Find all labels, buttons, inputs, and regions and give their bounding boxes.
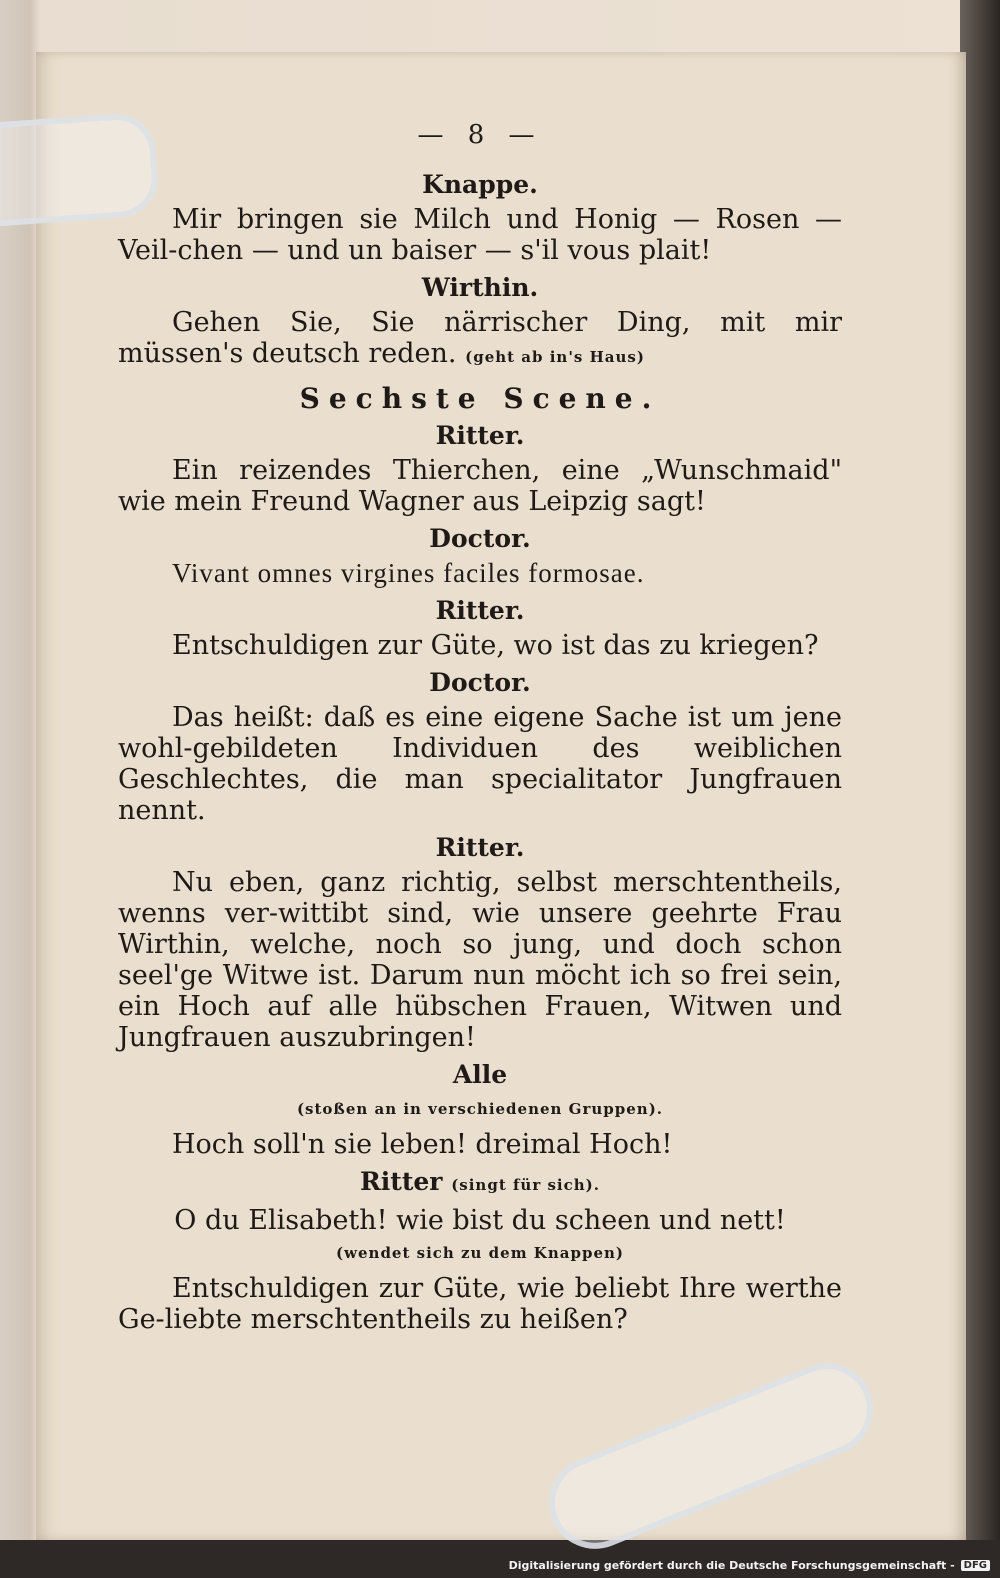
page-text <box>118 120 842 1337</box>
dialogue-paragraph <box>118 307 842 373</box>
dialogue-text: Hoch soll'n sie leben! dreimal Hoch! <box>172 1129 673 1160</box>
dfg-logo-icon: DFG <box>961 1560 990 1571</box>
dialogue-text: Entschuldigen zur Güte, wo ist das zu kriegen? <box>172 630 819 661</box>
stage-direction: (singt für sich). <box>451 1176 600 1194</box>
scene-heading: Sechste Scene. <box>299 382 661 415</box>
stage-direction: (wendet sich zu dem Knappen) <box>335 1244 624 1262</box>
funding-footer <box>509 1559 990 1572</box>
dialogue-text: Vivant omnes virgines faciles formosae. <box>172 558 645 588</box>
page-number: — 8 — <box>417 120 543 150</box>
stage-direction: (geht ab in's Haus) <box>465 348 645 366</box>
footer-text: Digitalisierung gefördert durch die Deutsche Forschungsgemeinschaft - <box>508 1559 955 1572</box>
speaker-heading: Doctor. <box>429 668 531 697</box>
sung-line: O du Elisabeth! wie bist du scheen und nett! <box>174 1205 786 1236</box>
speaker-heading: Alle <box>452 1060 508 1089</box>
speaker-name: Ritter <box>360 1167 443 1196</box>
speaker-heading: Ritter. <box>435 596 525 625</box>
speaker-heading: Knappe. <box>422 170 538 199</box>
book-edge <box>960 0 1000 1578</box>
speaker-heading: Ritter. <box>435 833 525 862</box>
dialogue-text: Mir bringen sie Milch und Honig — Rosen — Veil-chen — und un baiser — s'il vous plait! <box>118 204 842 266</box>
dialogue-text: Das heißt: daß es eine eigene Sache ist um jene wohl-gebildeten Individuen des weiblichen Geschlechtes, die man specialitator Jungfrauen nennt. <box>118 702 842 826</box>
speaker-heading: Wirthin. <box>421 273 539 302</box>
speaker-heading: Doctor. <box>429 524 531 553</box>
speaker-heading-with-direction <box>118 1166 842 1201</box>
dialogue-text: Nu eben, ganz richtig, selbst merschtentheils, wenns ver-wittibt sind, wie unsere geehrte Frau Wirthin, welche, noch so jung, und doch schon seel'ge Witwe ist. Darum nun möcht ich so frei sein, ein Hoch auf alle hübschen Frauen, Witwen und Jungfrauen auszubringen! <box>118 867 842 1053</box>
dialogue-text: Entschuldigen zur Güte, wie beliebt Ihre werthe Ge-liebte merschtentheils zu heißen? <box>118 1273 842 1335</box>
stage-direction: (stoßen an in verschiedenen Gruppen). <box>296 1100 664 1118</box>
dialogue-text: Gehen Sie, Sie närrischer Ding, mit mir müssen's deutsch reden. <box>118 307 842 369</box>
dialogue-text: Ein reizendes Thierchen, eine „Wunschmaid" wie mein Freund Wagner aus Leipzig sagt! <box>118 455 842 517</box>
speaker-heading: Ritter. <box>435 421 525 450</box>
